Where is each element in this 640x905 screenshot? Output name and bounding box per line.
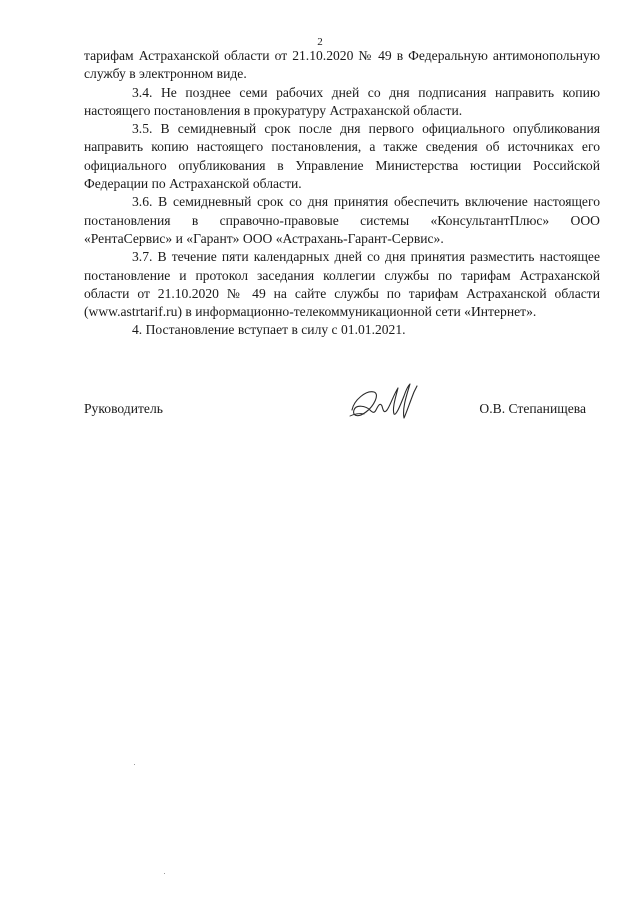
paragraph-continuation: тарифам Астраханской области от 21.10.2020 № 49 в Федеральную антимонопольную службу в электронном виде. [84, 48, 600, 82]
paragraph-3-4: 3.4. Не позднее семи рабочих дней со дня подписания направить копию настоящего постановления в прокуратуру Астраханской области. [84, 84, 600, 118]
paragraph-4: 4. Постановление вступает в силу с 01.01.2021. [132, 322, 406, 338]
scan-speck [164, 873, 165, 874]
scan-speck [134, 764, 135, 765]
signature-block [84, 386, 600, 436]
document-body [84, 47, 600, 340]
paragraph-3-6: 3.6. В семидневный срок со дня принятия обеспечить включение настоящего постановления в справочно-правовые системы «КонсультантПлюс» ООО «РентаСервис» и «Гарант» ООО «Астрахань-Гарант-Сервис». [84, 194, 600, 246]
signatory-name: О.В. Степанищева [479, 401, 586, 416]
handwritten-signature [344, 380, 428, 428]
paragraph-3-5: 3.5. В семидневный срок после дня первого официального опубликования направить копию настоящего постановления, а также сведения об источниках его официального опубликования в Управление Министерства юстиции Российской Федерации по Астраханской области. [84, 121, 600, 192]
signatory-role: Руководитель [84, 401, 163, 416]
page-number: 2 [317, 36, 323, 48]
paragraph-3-7: 3.7. В течение пяти календарных дней со дня принятия разместить настоящее постановление и протокол заседания коллегии службы по тарифам Астраханской области от 21.10.2020 № 49 на сайте службы по тарифам Астраханской области (www.astrtarif.ru) в информационно-телекоммуникационной сети «Интернет». [84, 249, 600, 320]
